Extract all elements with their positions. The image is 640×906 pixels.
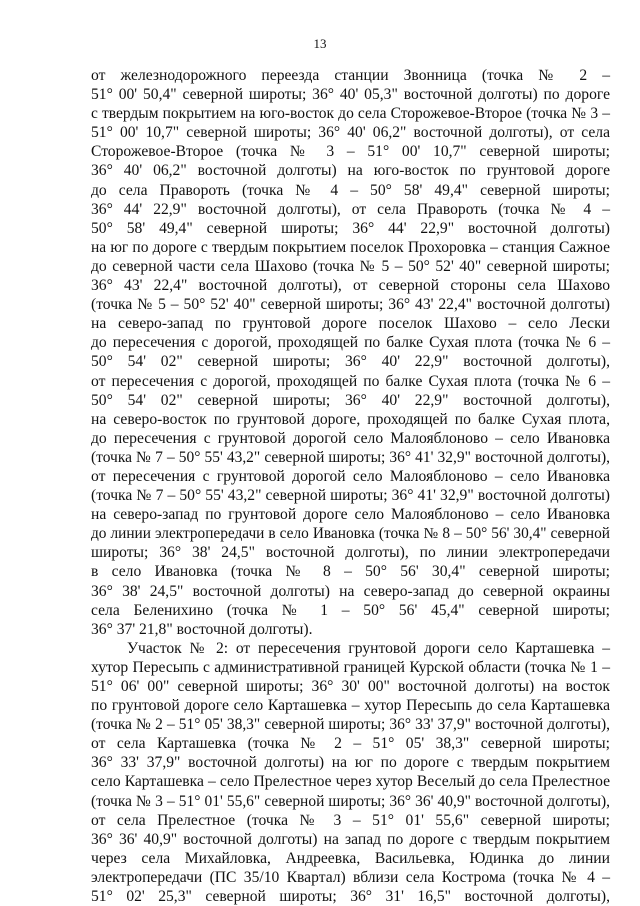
text-line: на северо-запад по грунтовой дороге поселок Шахово – село Лески (91, 315, 610, 333)
text-line: 36° 38' 24,5" восточной долготы) на северо-запад до северной окраины (91, 582, 610, 600)
text-line: от пересечения с дорогой, проходящей по балке Сухая плота (точка № 6 – (91, 372, 610, 390)
text-line: села Беленихино (точка № 1 – 50° 56' 45,4" северной широты; (91, 601, 610, 619)
text-line: до северной части села Шахово (точка № 5 – 50° 52' 40" северной широты; (91, 257, 610, 275)
text-line: Участок № 2: от пересечения грунтовой дороги село Карташевка – (127, 639, 610, 657)
text-line: от села Прелестное (точка № 3 – 51° 01' 55,6" северной широты; (91, 811, 610, 829)
text-line: до линии электропередачи в село Ивановка (точка № 8 – 50° 56' 30,4" северной (91, 525, 610, 543)
text-line: от села Карташевка (точка № 2 – 51° 05' 38,3" северной широты; (91, 735, 610, 753)
text-line: (точка № 2 – 51° 05' 38,3" северной широты; 36° 33' 37,9" восточной долготы), (91, 716, 610, 734)
text-line: 51° 00' 50,4" северной широты; 36° 40' 05,3" восточной долготы) по дороге (91, 86, 610, 104)
text-line: от пересечения с грунтовой дорогой село Малояблоново – село Ивановка (91, 467, 610, 485)
document-body (91, 66, 610, 906)
text-line: 51° 00' 10,7" северной широты; 36° 40' 06,2" восточной долготы), от села (91, 124, 610, 142)
text-line: (точка № 7 – 50° 55' 43,2" северной широты; 36° 41' 32,9" восточной долготы) (91, 487, 610, 505)
text-line: 51° 02' 25,3" северной широты; 36° 31' 16,5" восточной долготы), (91, 888, 610, 906)
text-line: 36° 37' 21,8" восточной долготы). (91, 620, 313, 638)
text-line: 51° 06' 00" северной широты; 36° 30' 00" восточной долготы) на восток (91, 678, 610, 695)
text-line: (точка № 3 – 51° 01' 55,6" северной широты; 36° 36' 40,9" восточной долготы), (91, 792, 610, 810)
text-line: (точка № 5 – 50° 52' 40" северной широты; 36° 43' 22,4" восточной долготы) (91, 296, 610, 314)
text-line: 36° 33' 37,9" восточной долготы) на юг по дороге с твердым покрытием (91, 754, 610, 772)
text-line: на северо-запад по грунтовой дороге село Малояблоново – село Ивановка (91, 506, 610, 524)
text-line: 36° 44' 22,9" восточной долготы), от села Правороть (точка № 4 – (91, 200, 610, 218)
text-line: хутор Пересыпь с административной границей Курской области (точка № 1 – (91, 658, 610, 676)
text-line: до села Правороть (точка № 4 – 50° 58' 49,4" северной широты; (91, 181, 610, 199)
text-line: в село Ивановка (точка № 8 – 50° 56' 30,4" северной широты; (91, 563, 610, 581)
text-line: 50° 58' 49,4" северной широты; 36° 44' 22,9" восточной долготы) (91, 219, 610, 237)
text-line: до пересечения с грунтовой дорогой село Малояблоново – село Ивановка (91, 429, 610, 447)
text-line: с твердым покрытием на юго-восток до села Сторожевое-Второе (точка № 3 – (91, 105, 610, 123)
text-line: 36° 36' 40,9" восточной долготы) на запад по дороге с твердым покрытием (91, 830, 610, 848)
text-line: Сторожевое-Второе (точка № 3 – 51° 00' 10,7" северной широты; (91, 143, 610, 161)
text-line: от железнодорожного переезда станции Звонница (точка № 2 – (91, 67, 610, 84)
text-line: (точка № 7 – 50° 55' 43,2" северной широты; 36° 41' 32,9" восточной долготы), (91, 448, 610, 466)
page-number: 13 (313, 36, 327, 51)
text-line: электропередачи (ПС 35/10 Квартал) вблизи села Кострома (точка № 4 – (91, 868, 610, 886)
text-line: на северо-восток по грунтовой дороге, проходящей по балке Сухая плота, (91, 410, 610, 428)
text-line: через села Михайловка, Андреевка, Васильевка, Юдинка до линии (91, 849, 610, 867)
text-line: по грунтовой дороге село Карташевка – хутор Пересыпь до села Карташевка (91, 697, 610, 715)
text-line: 50° 54' 02" северной широты; 36° 40' 22,9" восточной долготы), (91, 353, 610, 371)
text-line: село Карташевка – село Прелестное через хутор Веселый до села Прелестное (91, 773, 610, 791)
text-line: до пересечения с дорогой, проходящей по балке Сухая плота (точка № 6 – (91, 334, 610, 352)
text-line: 36° 40' 06,2" восточной долготы) на юго-восток по грунтовой дороге (91, 162, 610, 180)
text-line: на юг по дороге с твердым покрытием поселок Прохоровка – станция Сажное (91, 238, 610, 256)
text-line: широты; 36° 38' 24,5" восточной долготы), по линии электропередачи (91, 544, 610, 562)
text-line: 50° 54' 02" северной широты; 36° 40' 22,9" восточной долготы), (91, 391, 610, 409)
text-line: 36° 43' 22,4" восточной долготы), от северной стороны села Шахово (91, 277, 610, 295)
